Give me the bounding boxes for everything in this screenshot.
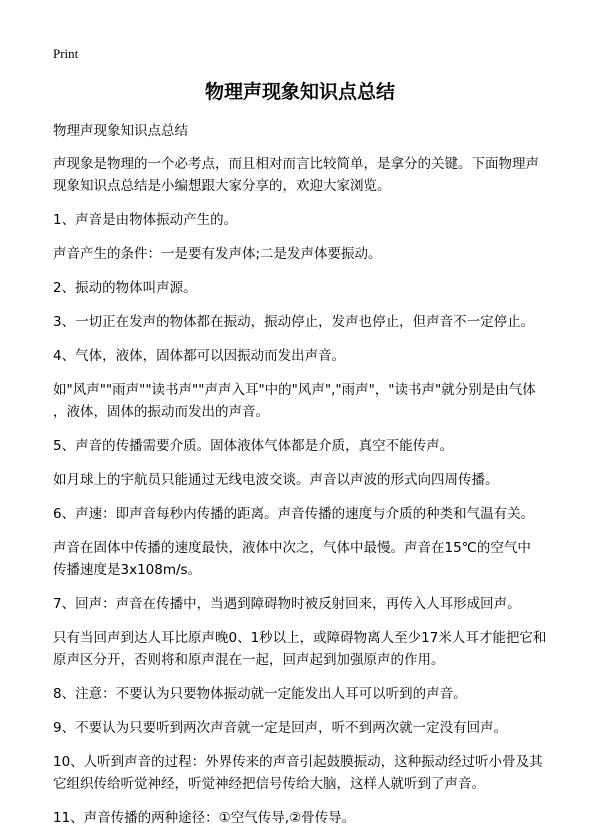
paragraph-point-4-detail: 如"风声""雨声""读书声""声声入耳"中的"风声","雨声"，"读书声"就分别是由气体 ，液体，固体的振动而发出的声音。 (53, 382, 536, 420)
document-body (53, 120, 573, 829)
paragraph-point-11: 11、声音传播的两种途径：①空气传导,②骨传导。 (53, 810, 356, 826)
paragraph-point-5-detail: 如月球上的宇航员只能通过无线电波交谈。声音以声波的形式向四周传播。 (53, 472, 499, 488)
paragraph-point-1-detail: 声音产生的条件：一是要有发声体;二是发声体要振动。 (53, 246, 382, 262)
paragraph-point-5: 5、声音的传播需要介质。固体液体气体都是介质，真空不能传声。 (53, 438, 454, 454)
paragraph-point-3: 3、一切正在发声的物体都在振动，振动停止，发声也停止，但声音不一定停止。 (53, 314, 535, 330)
paragraph-point-8: 8、注意：不要认为只要物体振动就一定能发出人耳可以听到的声音。 (53, 686, 467, 702)
document-title: 物理声现象知识点总结 (204, 81, 395, 103)
print-link[interactable]: Print (53, 46, 79, 61)
paragraph-point-4: 4、气体，液体，固体都可以因振动而发出声音。 (53, 348, 346, 364)
paragraph-point-1: 1、声音是由物体振动产生的。 (53, 212, 238, 228)
paragraph-intro: 声现象是物理的一个必考点，而且相对而言比较简单，是拿分的关键。下面物理声 现象知识点总结是小编想跟大家分享的，欢迎大家浏览。 (53, 156, 539, 194)
paragraph-point-10: 10、人听到声音的过程：外界传来的声音引起鼓膜振动，这种振动经过听小骨及其 它组织传给听觉神经，听觉神经把信号传给大脑，这样人就听到了声音。 (53, 754, 543, 792)
paragraph-point-6-detail: 声音在固体中传播的速度最快，液体中次之，气体中最慢。声音在15℃的空气中 传播速度是3x108m/s。 (53, 540, 531, 578)
paragraph-point-2: 2、振动的物体叫声源。 (53, 280, 197, 296)
paragraph-subtitle: 物理声现象知识点总结 (53, 123, 188, 139)
paragraph-point-6: 6、声速：即声音每秒内传播的距离。声音传播的速度与介质的种类和气温有关。 (53, 506, 535, 522)
paragraph-point-7: 7、回声：声音在传播中，当遇到障碍物时被反射回来，再传入人耳形成回声。 (53, 596, 521, 612)
paragraph-point-7-detail: 只有当回声到达人耳比原声晚0、1秒以上，或障碍物离人至少17米人耳才能把它和 原声区分开，否则将和原声混在一起，回声起到加强原声的作用。 (53, 630, 547, 668)
paragraph-point-9: 9、不要认为只要听到两次声音就一定是回声，听不到两次就一定没有回声。 (53, 720, 508, 736)
